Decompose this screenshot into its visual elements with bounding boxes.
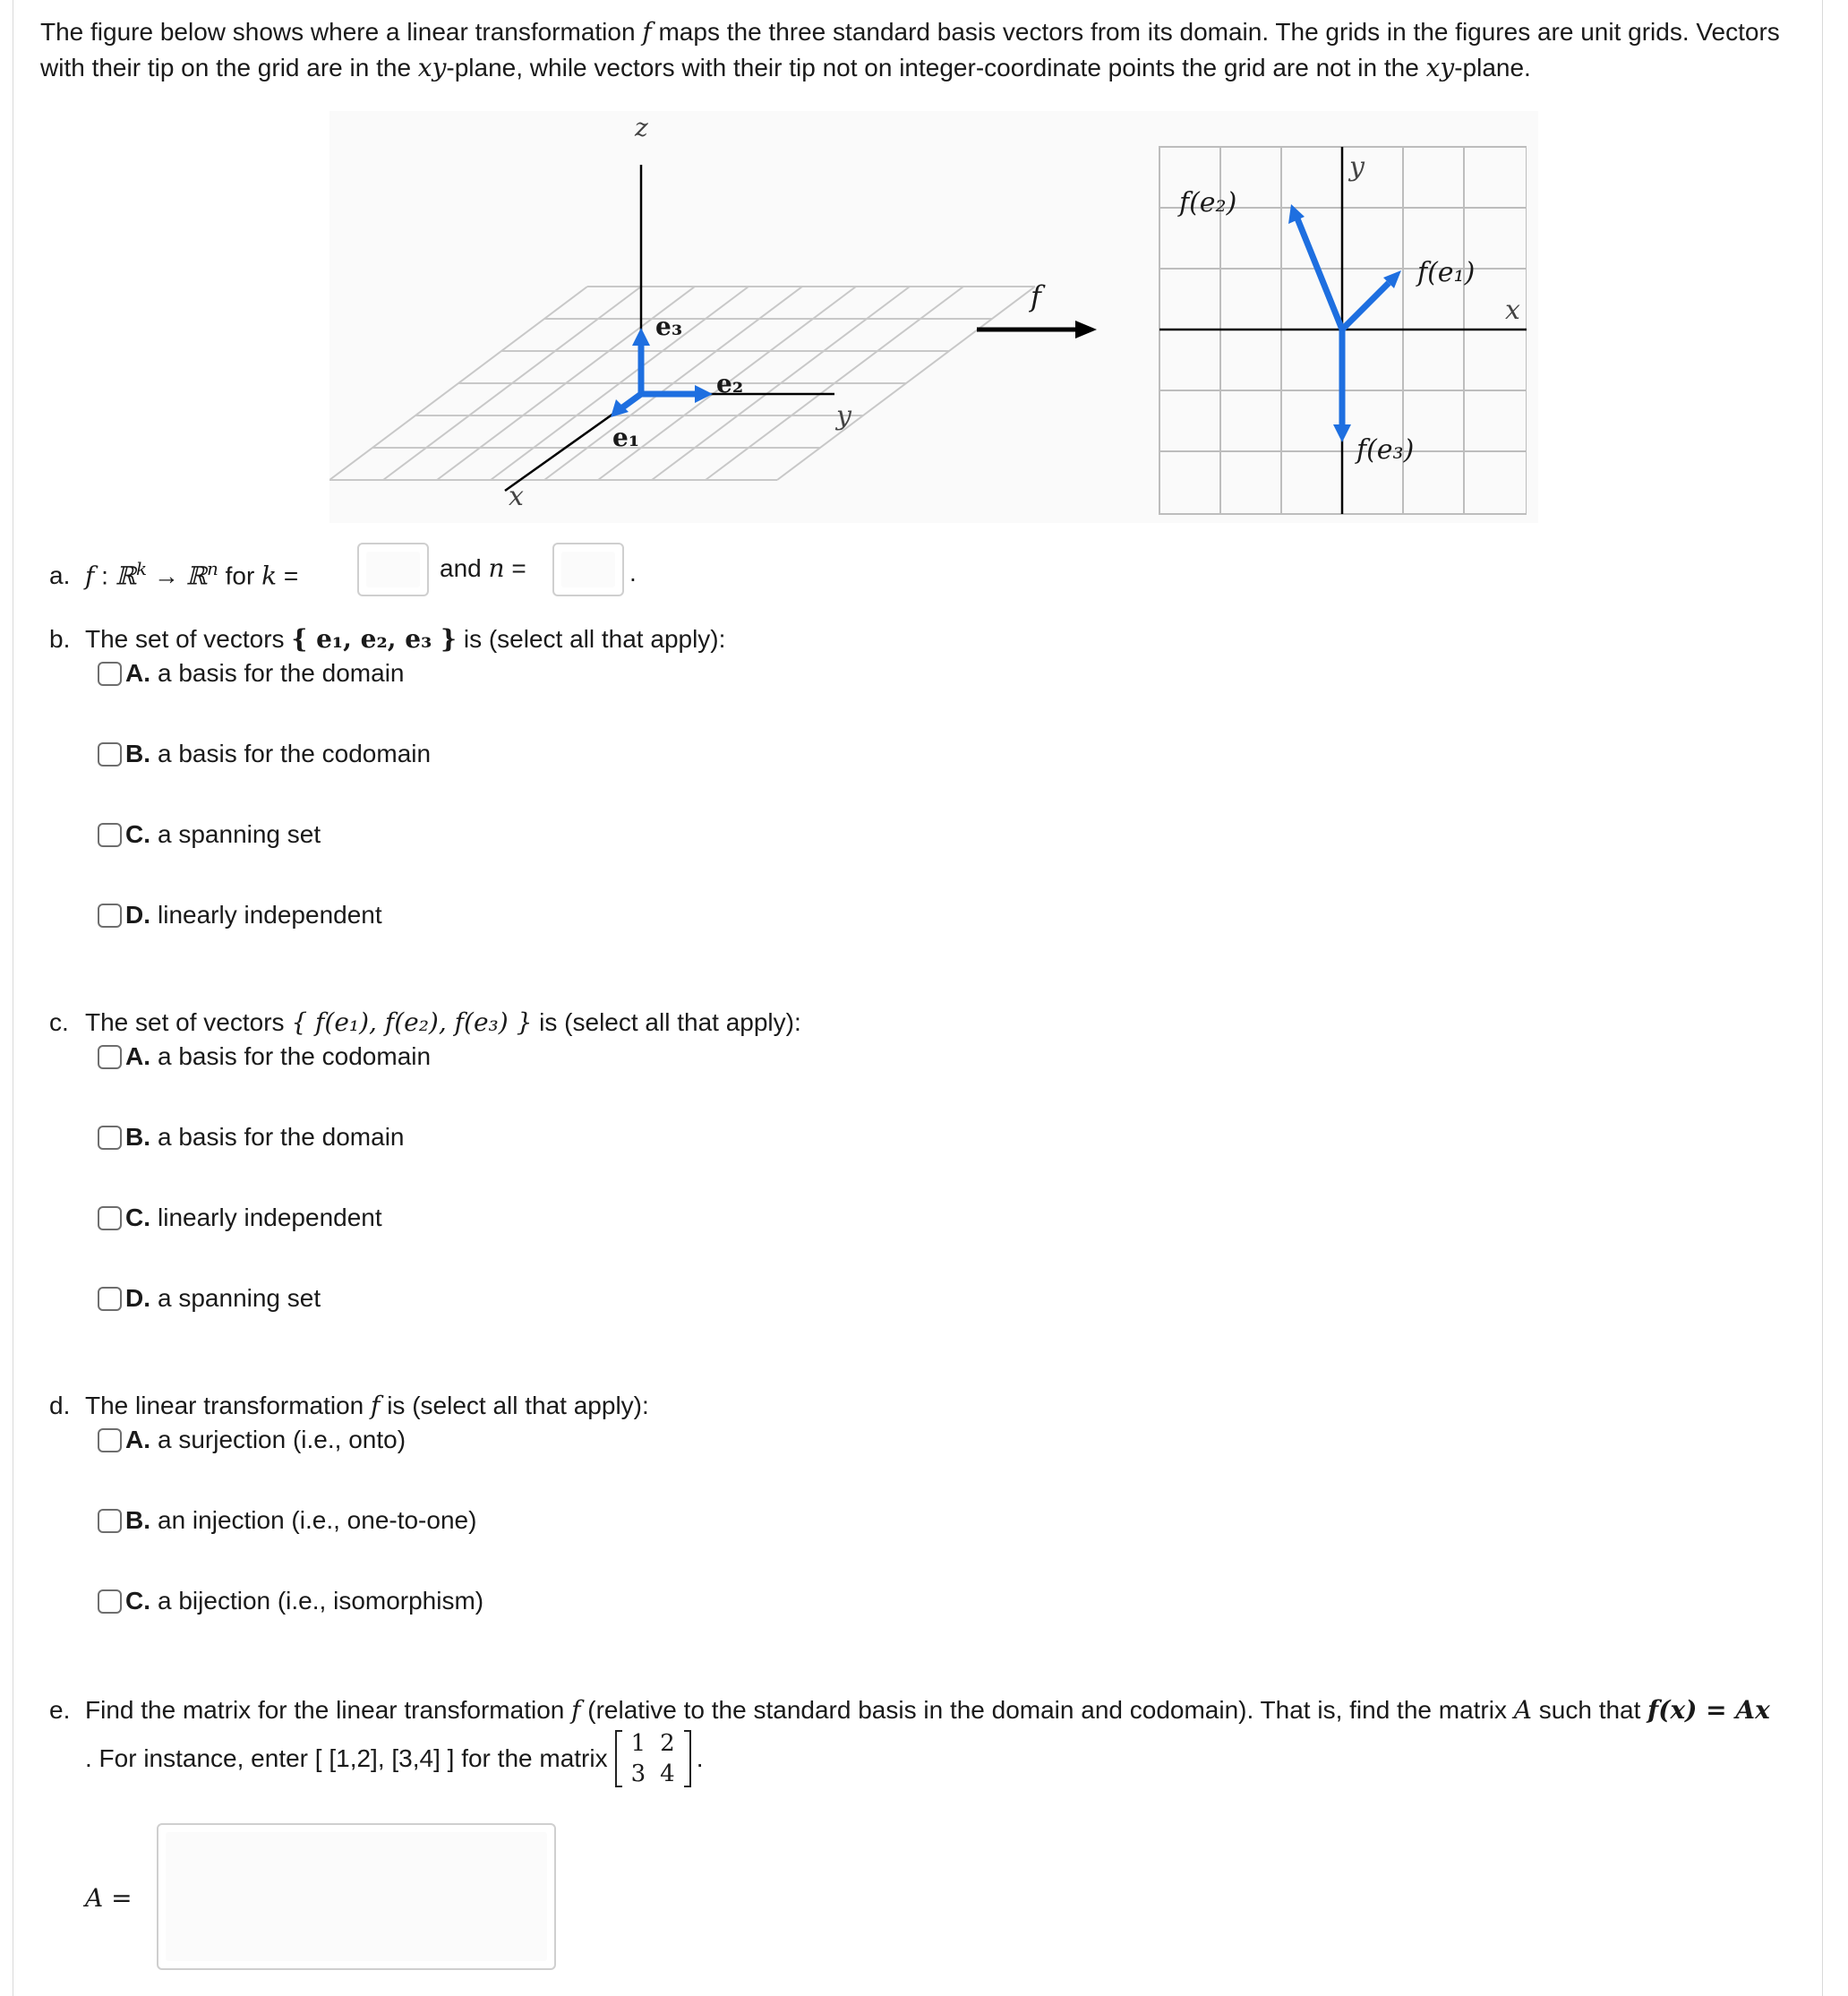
qd-text2: is (select all that apply): — [380, 1392, 649, 1419]
question-e — [49, 1694, 1770, 1726]
qb-text2: is (select all that apply): — [457, 625, 726, 653]
qa-colon: : — [94, 561, 116, 590]
intro-xy-2: xy — [1425, 53, 1455, 82]
qb-set: { e₁, e₂, e₃ } — [291, 624, 458, 654]
matrix-left-bracket — [615, 1730, 622, 1787]
qb-option-c-key: C. — [125, 820, 150, 848]
matrix-cell: 1 — [630, 1730, 646, 1757]
qe-A: A — [1513, 1695, 1532, 1725]
qb-option-a-key: A. — [125, 659, 150, 687]
qc-text2: is (select all that apply): — [532, 1008, 801, 1036]
y-axis-label: y — [836, 400, 851, 432]
question-d — [49, 1390, 649, 1422]
qc-option-a[interactable] — [98, 1041, 431, 1073]
qa-n-var: n — [488, 553, 505, 583]
qa-n: n — [206, 558, 218, 579]
qd-checkbox-b[interactable] — [98, 1509, 122, 1533]
qa-f: f — [85, 561, 95, 591]
matrix-cell: 4 — [660, 1760, 675, 1787]
question-b — [49, 623, 725, 655]
e2-label: e₂ — [716, 369, 744, 398]
qb-option-c-text: a spanning set — [158, 820, 321, 848]
qd-f: f — [371, 1391, 381, 1420]
codomain-figure — [1151, 111, 1527, 523]
question-a — [49, 553, 298, 592]
k-input[interactable] — [357, 543, 429, 596]
qa-and: and — [440, 554, 489, 582]
qa-period: . — [629, 559, 637, 587]
qb-option-a[interactable] — [98, 657, 405, 690]
matrix-answer-input[interactable] — [157, 1823, 556, 1970]
qa-domain: ℝ — [115, 561, 136, 591]
qd-option-a-text: a surjection (i.e., onto) — [158, 1426, 406, 1453]
question-panel — [13, 0, 1823, 1996]
qc-option-c-key: C. — [125, 1204, 150, 1231]
question-d-letter: d. — [49, 1392, 71, 1419]
question-a-and — [440, 553, 526, 585]
qa-equals-2: = — [504, 554, 526, 582]
k-input-field[interactable] — [366, 552, 420, 587]
qd-option-b[interactable] — [98, 1504, 476, 1537]
question-c — [49, 1007, 801, 1039]
qe-line2-text: . For instance, enter [ [1,2], [3,4] ] for the matrix — [85, 1744, 608, 1772]
fe2-label: f(e₂) — [1179, 187, 1237, 218]
qb-text1: The set of vectors — [85, 625, 292, 653]
qb-option-a-text: a basis for the domain — [158, 659, 405, 687]
intro-part1: The figure below shows where a linear transformation — [40, 18, 643, 46]
qb-option-c[interactable] — [98, 818, 321, 851]
qd-option-b-key: B. — [125, 1506, 150, 1534]
qc-option-b-text: a basis for the domain — [158, 1123, 405, 1151]
matrix-right-bracket — [684, 1730, 691, 1787]
codomain-x-label: x — [1505, 295, 1520, 326]
qb-checkbox-c[interactable] — [98, 823, 122, 847]
qd-option-a[interactable] — [98, 1424, 406, 1456]
qe-text2: (relative to the standard basis in the domain and codomain). That is, find the matrix — [580, 1696, 1514, 1724]
intro-part3: -plane, while vectors with their tip not on integer-coordinate points the grid are not in the — [446, 54, 1426, 81]
n-input[interactable] — [552, 543, 624, 596]
qa-for: for — [218, 561, 262, 590]
qc-option-b[interactable] — [98, 1121, 405, 1153]
matrix-cell: 3 — [630, 1760, 646, 1787]
map-arrow — [962, 274, 1106, 346]
qd-option-c-key: C. — [125, 1587, 150, 1615]
example-matrix — [615, 1728, 691, 1789]
intro-xy: xy — [417, 53, 447, 82]
qc-option-d-text: a spanning set — [158, 1284, 321, 1312]
e3-label: e₃ — [655, 312, 683, 341]
intro-part2: maps the three standard basis vectors from its domain. The grids in the figures are unit grids. Vectors with their tip on the grid are in the — [40, 18, 1780, 81]
intro-part4: -plane. — [1454, 54, 1531, 81]
qb-option-b[interactable] — [98, 738, 431, 770]
qc-checkbox-b[interactable] — [98, 1126, 122, 1150]
qe-equation: f(x) = Ax — [1647, 1695, 1770, 1725]
qc-option-a-text: a basis for the codomain — [158, 1042, 432, 1070]
qd-option-c-text: a bijection (i.e., isomorphism) — [158, 1587, 484, 1615]
qc-checkbox-d[interactable] — [98, 1287, 122, 1311]
qb-option-b-key: B. — [125, 740, 150, 767]
qe-text1: Find the matrix for the linear transformation — [85, 1696, 572, 1724]
question-e-letter: e. — [49, 1696, 71, 1724]
qc-option-a-key: A. — [125, 1042, 150, 1070]
qa-codomain: ℝ — [185, 561, 207, 591]
qe-f: f — [571, 1695, 581, 1725]
qa-k-var: k — [261, 561, 278, 591]
qc-set: { f(e₁), f(e₂), f(e₃) } — [291, 1007, 533, 1037]
qa-equals: = — [277, 561, 299, 590]
qc-option-c[interactable] — [98, 1202, 382, 1234]
n-input-field[interactable] — [561, 552, 615, 587]
qb-option-b-text: a basis for the codomain — [158, 740, 432, 767]
qd-option-a-key: A. — [125, 1426, 150, 1453]
qb-checkbox-a[interactable] — [98, 662, 122, 686]
question-b-letter: b. — [49, 625, 71, 653]
qe-period: . — [696, 1744, 704, 1772]
qe-text3: such that — [1531, 1696, 1648, 1724]
qc-checkbox-c[interactable] — [98, 1206, 122, 1230]
qb-option-d-text: linearly independent — [158, 901, 382, 929]
matrix-cell: 2 — [660, 1730, 675, 1757]
matrix-table — [624, 1728, 682, 1789]
question-c-letter: c. — [49, 1008, 69, 1036]
qd-checkbox-c[interactable] — [98, 1589, 122, 1614]
qc-option-b-key: B. — [125, 1123, 150, 1151]
qa-arrow: → — [147, 561, 186, 590]
question-e-line2 — [85, 1728, 703, 1789]
qc-checkbox-a[interactable] — [98, 1045, 122, 1069]
qd-checkbox-a[interactable] — [98, 1428, 122, 1452]
question-a-letter: a. — [49, 561, 71, 590]
qa-k: k — [136, 558, 148, 579]
map-arrowhead — [1075, 321, 1097, 338]
e1-label: e₁ — [612, 423, 640, 452]
intro-f: f — [642, 17, 652, 47]
qc-option-c-text: linearly independent — [158, 1204, 382, 1231]
qb-checkbox-b[interactable] — [98, 742, 122, 767]
codomain-y-label: y — [1349, 151, 1365, 183]
intro-text — [40, 14, 1822, 86]
map-label: f — [1031, 279, 1041, 313]
qc-option-d-key: D. — [125, 1284, 150, 1312]
qc-text1: The set of vectors — [85, 1008, 292, 1036]
qc-option-d[interactable] — [98, 1282, 321, 1315]
fe1-label: f(e₁) — [1417, 257, 1476, 288]
x-axis-label: x — [509, 481, 524, 512]
qb-checkbox-d[interactable] — [98, 904, 122, 928]
qb-option-d[interactable] — [98, 899, 382, 931]
qd-option-b-text: an injection (i.e., one-to-one) — [158, 1506, 477, 1534]
matrix-answer-field[interactable] — [166, 1832, 547, 1961]
fe3-label: f(e₃) — [1356, 434, 1415, 466]
z-axis-label: z — [635, 113, 648, 142]
qb-option-d-key: D. — [125, 901, 150, 929]
qd-option-c[interactable] — [98, 1585, 483, 1617]
answer-a-label: A = — [85, 1883, 133, 1913]
qd-text1: The linear transformation — [85, 1392, 372, 1419]
